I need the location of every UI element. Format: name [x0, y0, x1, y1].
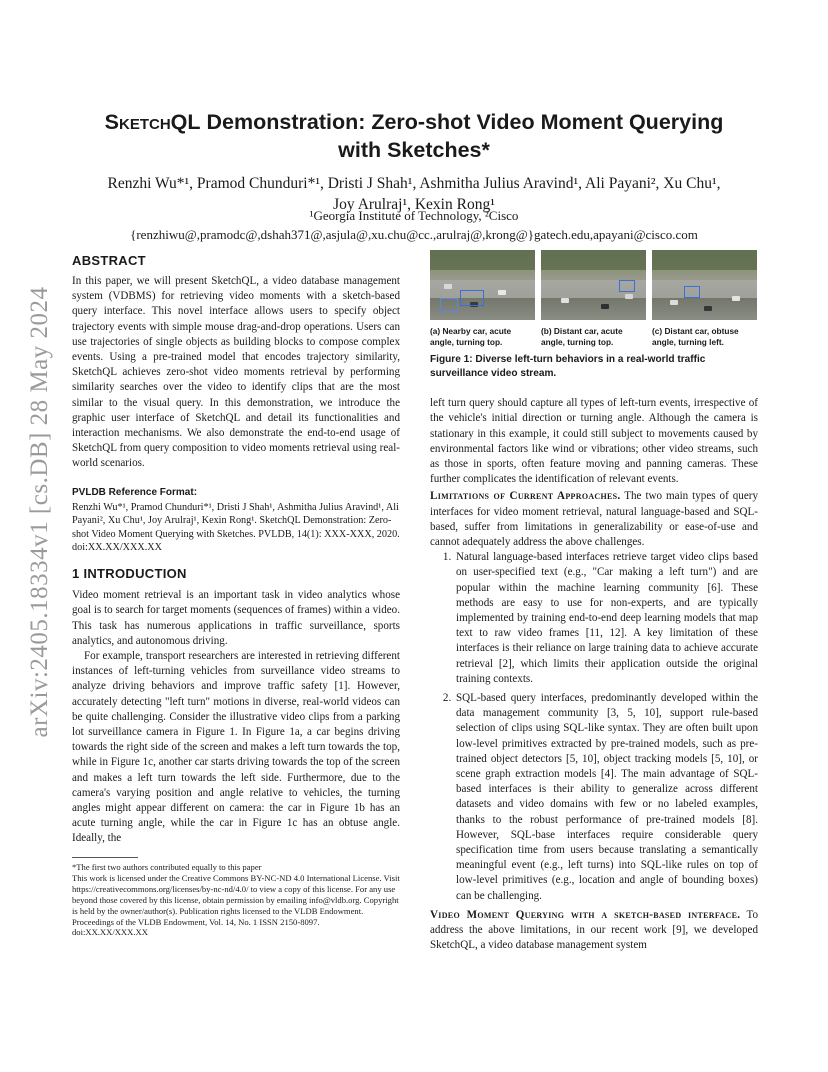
figure-1b — [541, 250, 646, 347]
figure-1a-image — [430, 250, 535, 320]
list-item-natural-language: 1. Natural language-based interfaces retrieve target video clips based on user-specified text (e.g., "Car making a left turn") and are popular within the machine learning community [6]. These methods are easy to use for non-experts, and are typically implemented by training end-to-end deep learning models that map text to raw video frames [11, 12]. A key limitation of these interfaces is their reliance on large training data to achieve accurate retrieval [2], which limits their application outside the original training contexts. — [454, 550, 758, 687]
right-paragraph-1: left turn query should capture all types of left-turn events, irrespective of the vehicle's initial direction or turning angle. Although the camera is stationary in this example, it could still subject to movements caused by environmental factors like wind or vibrations; other video streams, such as those in sports, often feature moving and panning cameras. These further complicates the identification of relevant events. — [430, 397, 758, 486]
footnote-doi: doi:XX.XX/XXX.XX — [72, 927, 148, 938]
title-system-name: SketchQL — [104, 110, 201, 134]
arxiv-stamp: arXiv:2405.18334v1 [cs.DB] 28 May 2024 — [26, 286, 53, 738]
limitations-text: The two main types of query interfaces for video moment retrieval, natural language-based and SQL-based, suffer from limitations in generalizability or ease-of-use and cannot adequately address the above challenges. — [430, 490, 758, 549]
affiliations: ¹Georgia Institute of Technology, ²Cisco — [309, 208, 519, 223]
footnote-rule — [72, 857, 138, 858]
authors-line2: Joy Arulraj¹, Kexin Rong¹ — [333, 196, 495, 213]
limitations-heading: Limitations of Current Approaches. — [430, 490, 621, 503]
footnote-equal-contribution: *The first two authors contributed equally to this paper — [72, 862, 262, 872]
title-line2: with Sketches* — [338, 138, 490, 162]
figure-1b-caption: (b) Distant car, acute angle, turning top. — [541, 326, 623, 347]
authors-line1: Renzhi Wu*¹, Pramod Chunduri*¹, Dristi J Shah¹, Ashmitha Julius Aravind¹, Ali Payani², Xu Chu¹, — [107, 175, 721, 192]
reference-format-citation: Renzhi Wu*¹, Pramod Chunduri*¹, Dristi J Shah¹, Ashmitha Julius Aravind¹, Ali Payani², Xu Chu¹, Joy Arulraj¹, Kexin Rong¹. SketchQL Demonstration: Zero-shot Video Moment Querying with Sketches. PVLDB, 14(1): XXX-XXX, 2020. — [72, 501, 400, 540]
reference-format — [72, 486, 400, 554]
figure-1a — [430, 250, 535, 347]
limitations-paragraph — [430, 489, 758, 550]
figure-1c-image — [652, 250, 757, 320]
footnote-proceedings: Proceedings of the VLDB Endowment, Vol. 14, No. 1 ISSN 2150-8097. — [72, 916, 320, 927]
intro-paragraph-2: For example, transport researchers are interested in retrieving different instances of left-turning vehicles from surveillance video streams to analyze driving behaviors and improve traffic safety [1]. However, accurately detecting "left turn" motions in diverse, real-world videos can be quite challenging. Consider the illustrative video clips from a parking lot surveillance camera in Figure 1. In Figure 1a, a car begins driving towards the right side of the screen and makes a left turn towards the top, while in Figure 1c, another car starts driving towards the top of the screen and makes a left turn towards the left side. Furthermore, due to the camera's varying position and angle relative to vehicles, the turning angles might appear different on camera: the car in Figure 1b has an acute turning angle, while the car in Figure 1c has an obtuse angle. Ideally, the — [72, 649, 400, 845]
footnotes — [72, 857, 400, 938]
vmq-heading: Video Moment Querying with a sketch-based interface. — [430, 908, 741, 921]
right-column — [430, 250, 758, 954]
paper-title — [80, 108, 748, 164]
reference-format-doi: doi:XX.XX/XXX.XX — [72, 541, 162, 553]
abstract-text: In this paper, we will present SketchQL, a video database management system (VDBMS) for retrieving video moments with a sketch-based query interface. This novel interface allows users to specify object trajectory events with simple mouse drag-and-drop operations. Users can use trajectories of single objects as building blocks to compose complex events. Using a pre-trained model that encodes trajectory similarity, SketchQL achieves zero-shot video moments retrieval by performing similarity searches over the video to identify clips that are the most similar to the visual query. In this demonstration, we introduce the graphic user interface of SketchQL and detail its functionalities and interaction mechanisms. We also demonstrate the end-to-end usage of SketchQL from query composition to video moments retrieval using real-world scenarios. — [72, 275, 400, 470]
introduction-heading: 1 INTRODUCTION — [72, 566, 187, 582]
footnote-license: This work is licensed under the Creative Commons BY-NC-ND 4.0 International License. Visit https://creativecommons.org/licenses/by-nc-nd/4.0/ to view a copy of this license. For any use beyond those covered by this license, obtain permission by emailing info@vldb.org. Copyright is held by the owner/author(s). Publication rights licensed to the VLDB Endowment. — [72, 872, 400, 916]
figure-1-caption: Figure 1: Diverse left-turn behaviors in a real-world traffic surveillance video stream. — [430, 354, 706, 379]
title-line1-rest: Demonstration: Zero-shot Video Moment Querying — [200, 110, 724, 134]
figure-1c-caption: (c) Distant car, obtuse angle, turning left. — [652, 326, 739, 347]
figure-1c — [652, 250, 757, 347]
author-emails: {renzhiwu@,pramodc@,dshah371@,asjula@,xu.chu@cc.,arulraj@,krong@}gatech.edu,apayani@cisco.com — [130, 227, 698, 242]
abstract-heading: ABSTRACT — [72, 253, 146, 268]
approaches-list — [430, 550, 758, 904]
figure-1a-caption: (a) Nearby car, acute angle, turning top. — [430, 326, 512, 347]
intro-paragraph-1: Video moment retrieval is an important task in video analytics whose goal is to search for target moments (sequences of frames) within a video. This task has numerous applications in traffic surveillance, sports analytics, and autonomous driving. — [72, 589, 400, 647]
reference-format-heading: PVLDB Reference Format: — [72, 486, 198, 498]
figure-1-panels — [430, 250, 758, 347]
vmq-text: To address the above limitations, in our recent work [9], we developed SketchQL, a video database management system — [430, 908, 759, 952]
list-item-sql-based: 2. SQL-based query interfaces, predominantly developed within the data management community [3, 5, 10], support rule-based selection of clips using SQL-like syntax. They are often built upon low-level primitives extracted by pre-trained models, such as pre-trained object detectors [5, 10], object tracking models [5, 10], or scene graph extraction models [4]. The main advantage of SQL-based interfaces is their ability to generalize across different datasets and video domains with few or no labeled examples, thanks to the robust performance of pre-trained models [8]. However, SQL-base interfaces require considerable query specification time from users because translating a semantically meaningful event (e.g., left turns) into SQL-like rules on top of low-level primitives (e.g., location and angle of bounding boxes) can be challenging. — [454, 691, 758, 904]
figure-1b-image — [541, 250, 646, 320]
vmq-paragraph — [430, 908, 758, 954]
left-column — [72, 253, 400, 847]
